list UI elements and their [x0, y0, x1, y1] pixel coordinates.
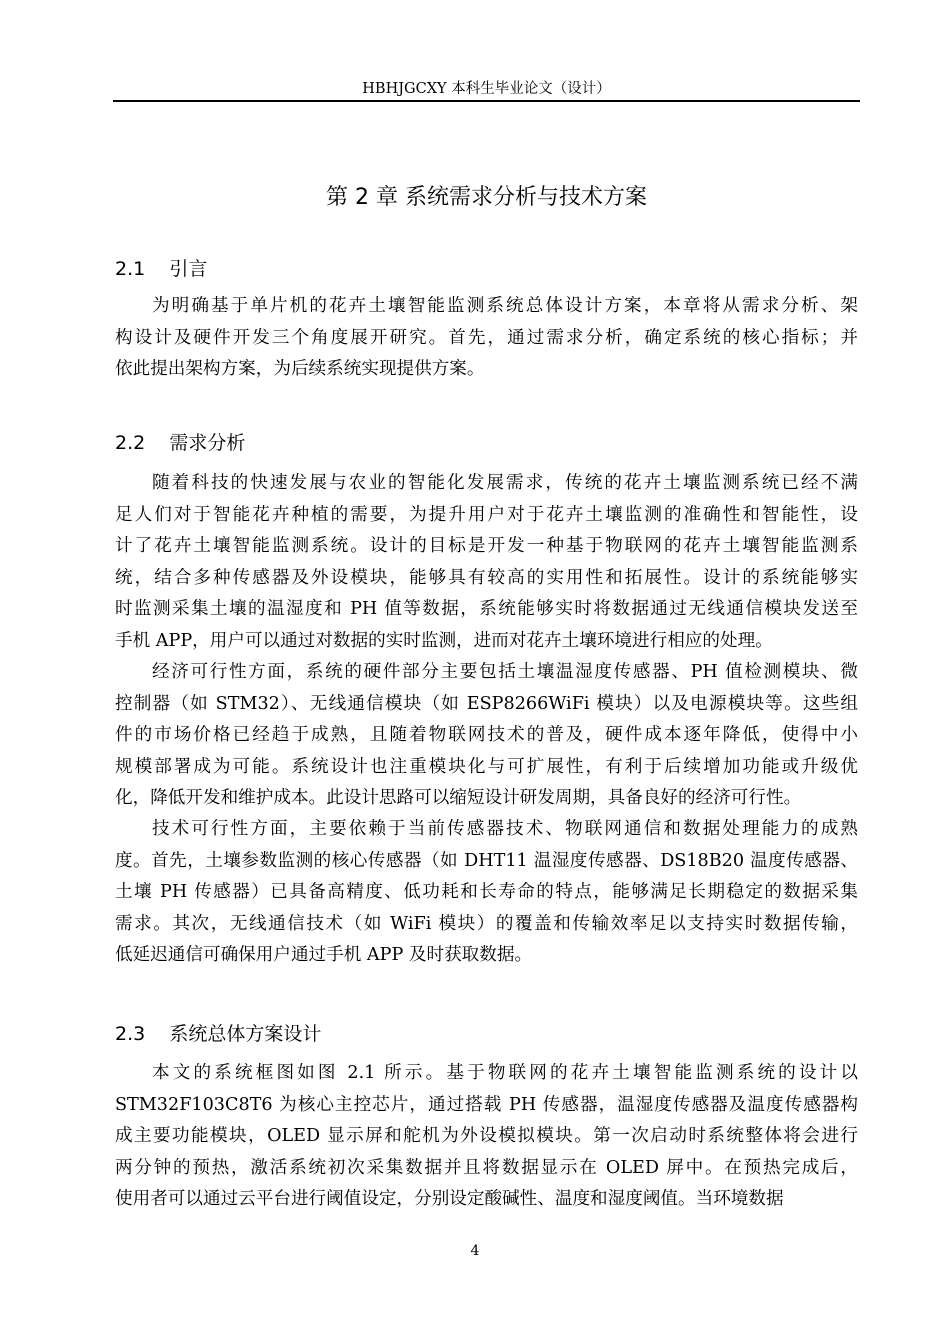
paragraph [115, 468, 858, 657]
text-line: 时监测采集土壤的温湿度和 PH 值等数据，系统能够实时将数据通过无线通信模块发送至 [115, 599, 858, 619]
section-heading-2-2: 2.2 需求分析 [115, 432, 246, 454]
text-line: 化，降低开发和维护成本。此设计思路可以缩短设计研发周期，具备良好的经济可行性。 [115, 788, 802, 808]
header-rule [113, 100, 860, 102]
text-line: 为明确基于单片机的花卉土壤智能监测系统总体设计方案，本章将从需求分析、架 [152, 296, 858, 316]
text-line: 控制器（如 STM32）、无线通信模块（如 ESP8266WiFi 模块）以及电源模块等。这些组 [115, 693, 858, 714]
text-line: 计了花卉土壤智能监测系统。设计的目标是开发一种基于物联网的花卉土壤智能监测系 [115, 536, 858, 556]
text-line: 本文的系统框图如图 2.1 所示。基于物联网的花卉土壤智能监测系统的设计以 [152, 1063, 858, 1083]
paragraph [115, 1058, 858, 1216]
paragraph [115, 291, 858, 386]
text-line: 使用者可以通过云平台进行阈值设定，分别设定酸碱性、温度和湿度阈值。当环境数据 [115, 1189, 784, 1209]
text-line: 度。首先，土壤参数监测的核心传感器（如 DHT11 温湿度传感器、DS18B20 温度传感器、 [115, 850, 858, 871]
text-line: 低延迟通信可确保用户通过手机 APP 及时获取数据。 [115, 945, 533, 965]
text-line: 两分钟的预热，激活系统初次采集数据并且将数据显示在 OLED 屏中。在预热完成后， [115, 1157, 858, 1178]
chapter-title: 第 2 章 系统需求分析与技术方案 [326, 185, 647, 210]
text-line: 随着科技的快速发展与农业的智能化发展需求，传统的花卉土壤监测系统已经不满 [152, 473, 858, 493]
text-line: 手机 APP，用户可以通过对数据的实时监测，进而对花卉土壤环境进行相应的处理。 [115, 630, 773, 651]
text-line: 件的市场价格已经趋于成熟，且随着物联网技术的普及，硬件成本逐年降低，使得中小 [115, 725, 858, 745]
text-line: 成主要功能模块，OLED 显示屏和舵机为外设模拟模块。第一次启动时系统整体将会进行 [115, 1126, 858, 1146]
text-line: 技术可行性方面，主要依赖于当前传感器技术、物联网通信和数据处理能力的成熟 [152, 819, 858, 839]
text-line: 统，结合多种传感器及外设模块，能够具有较高的实用性和拓展性。设计的系统能够实 [115, 567, 858, 588]
text-line: 需求。其次，无线通信技术（如 WiFi 模块）的覆盖和传输效率足以支持实时数据传输， [115, 913, 858, 934]
text-line: STM32F103C8T6 为核心主控芯片，通过搭载 PH 传感器，温湿度传感器及温度传感器构 [115, 1094, 858, 1115]
text-line: 经济可行性方面，系统的硬件部分主要包括土壤温湿度传感器、PH 值检测模块、微 [152, 662, 858, 682]
running-header: HBHJGCXY 本科生毕业论文（设计） [362, 81, 611, 97]
section-heading-2-1: 2.1 引言 [115, 258, 208, 280]
section-heading-2-3: 2.3 系统总体方案设计 [115, 1023, 322, 1045]
page-number: 4 [470, 1243, 480, 1259]
text-line: 足人们对于智能花卉种植的需要，为提升用户对于花卉土壤监测的准确性和智能性，设 [115, 504, 858, 525]
text-line: 依此提出架构方案，为后续系统实现提供方案。 [115, 359, 485, 379]
paragraph [115, 814, 858, 972]
text-line: 土壤 PH 传感器）已具备高精度、低功耗和长寿命的特点，能够满足长期稳定的数据采集 [115, 882, 858, 902]
paragraph [115, 657, 858, 815]
text-line: 构设计及硬件开发三个角度展开研究。首先，通过需求分析，确定系统的核心指标；并 [115, 327, 858, 348]
text-line: 规模部署成为可能。系统设计也注重模块化与可扩展性，有利于后续增加功能或升级优 [115, 756, 858, 777]
